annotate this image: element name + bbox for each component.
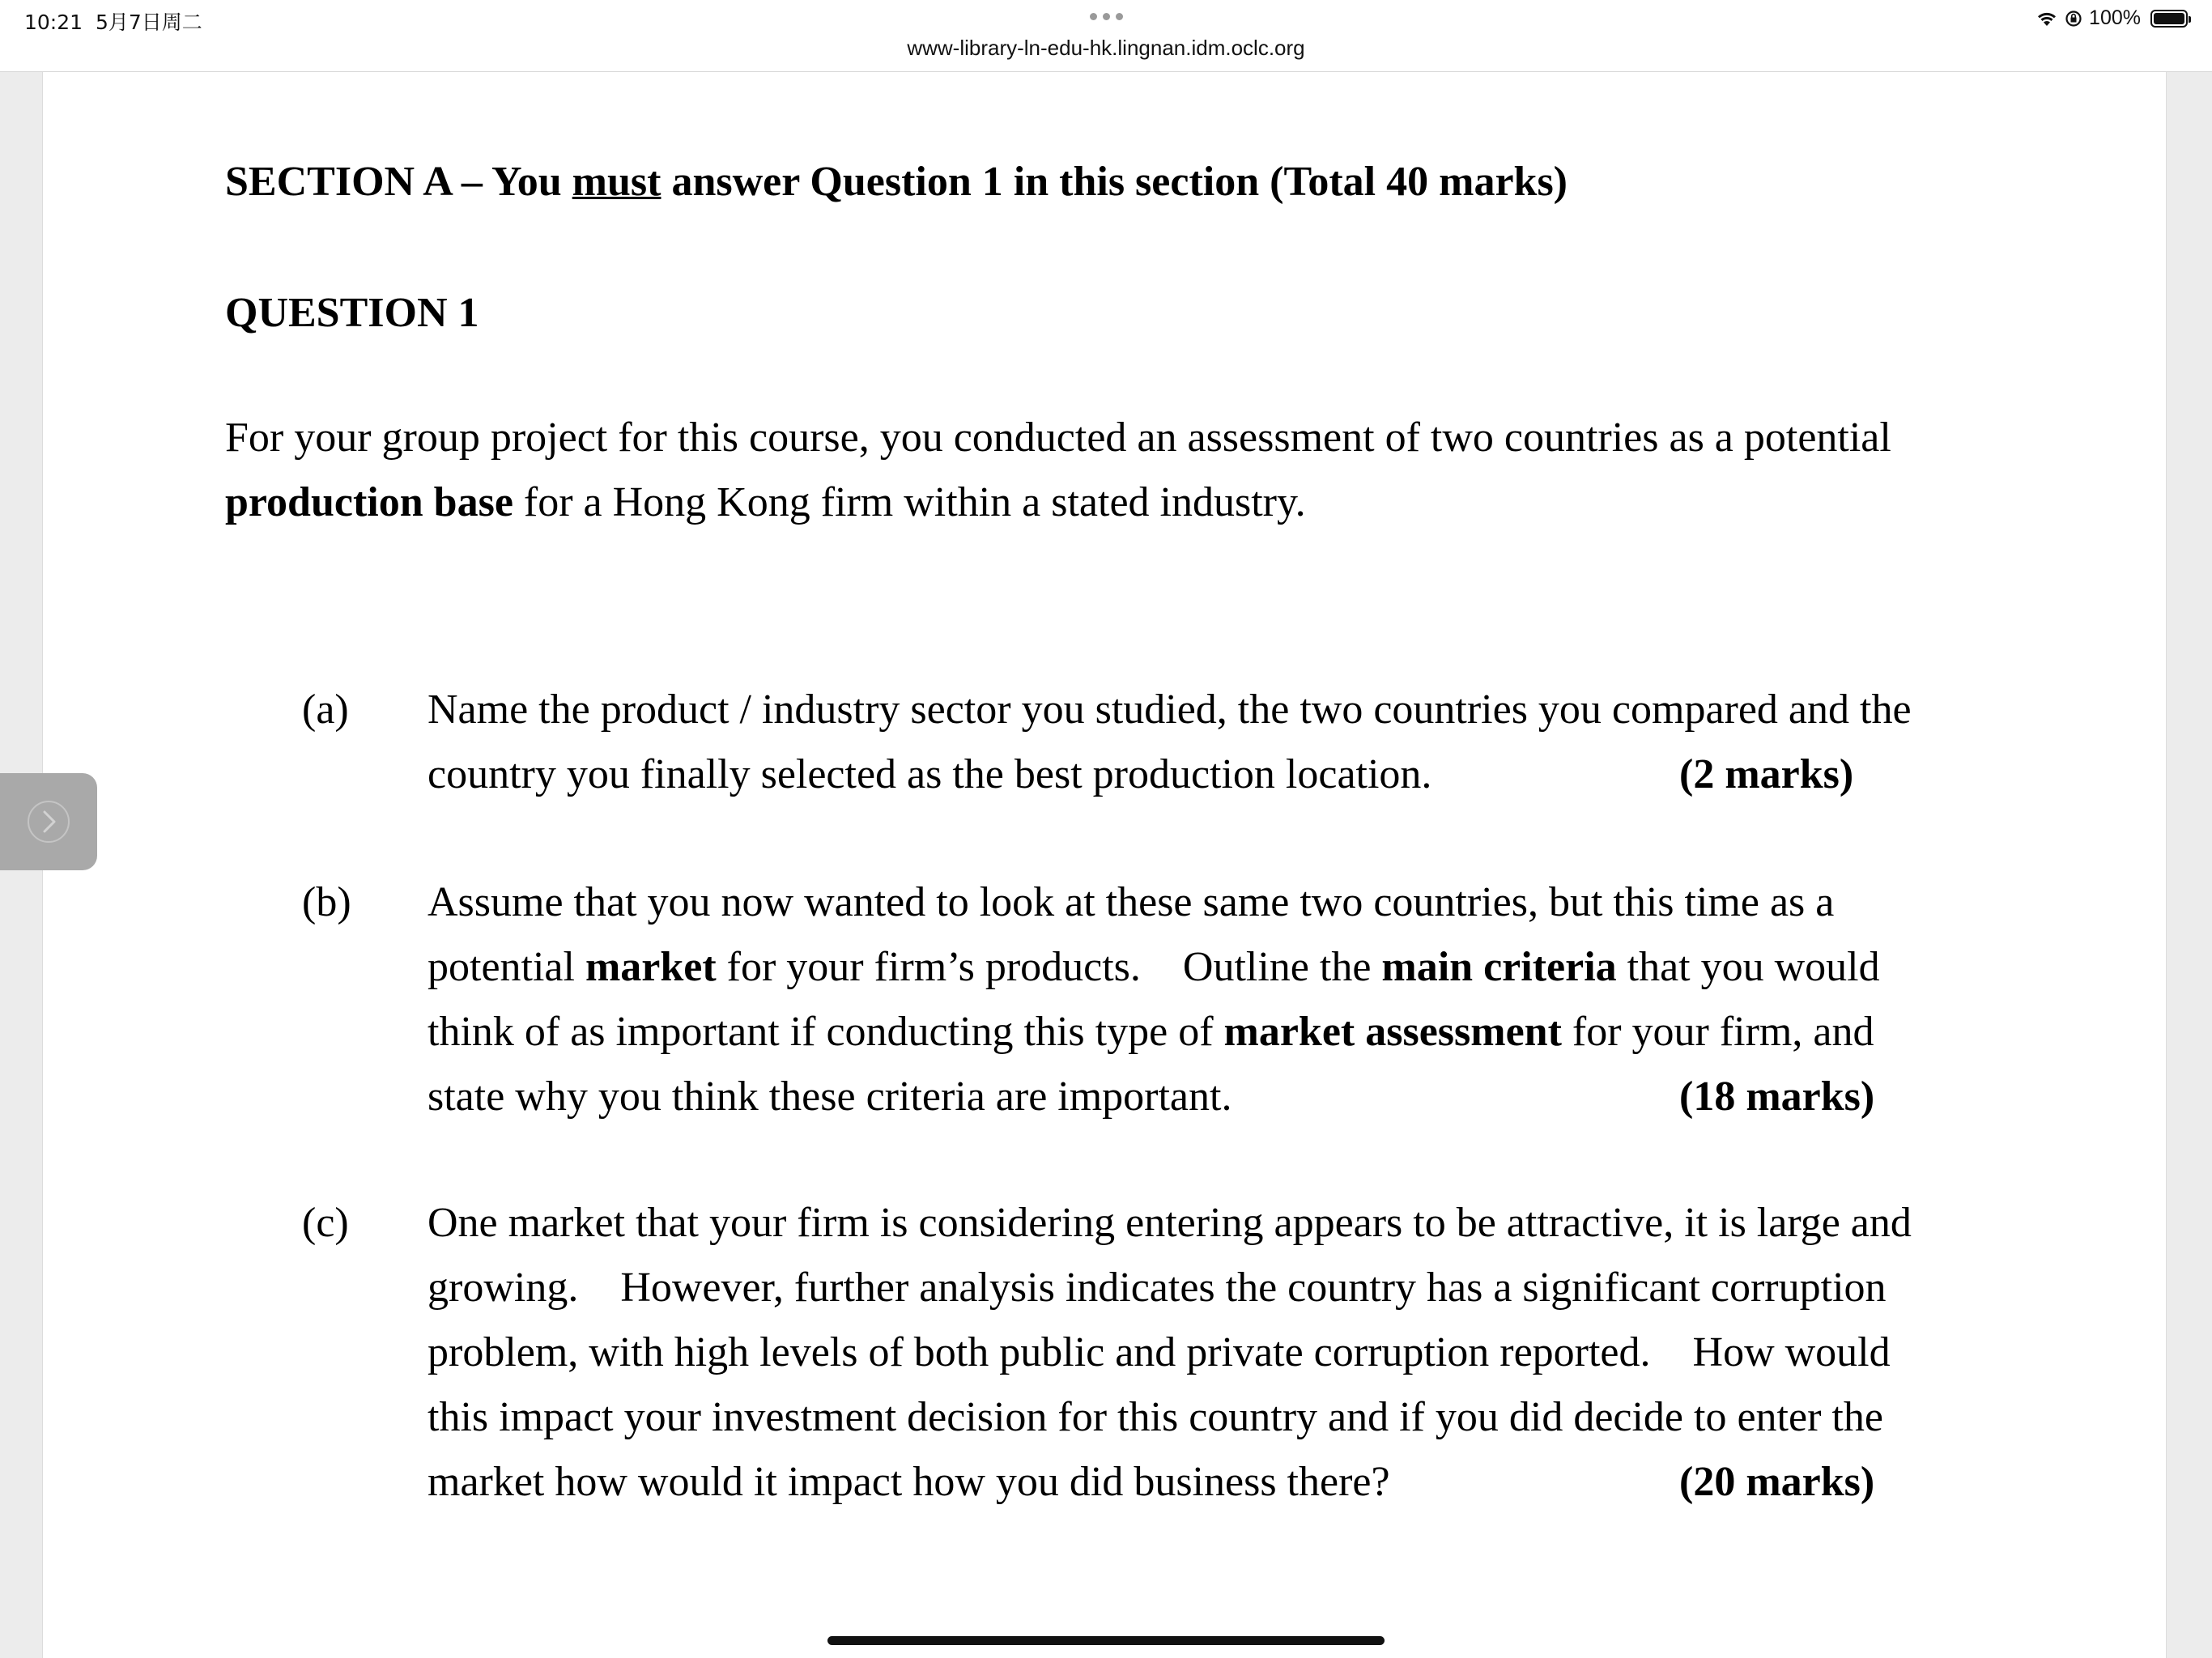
intro-bold-term: production base — [225, 479, 513, 525]
battery-percent: 100% — [2089, 6, 2141, 29]
part-c-text — [428, 1191, 2014, 1515]
battery-icon — [2150, 10, 2188, 28]
part-a-label: (a) — [302, 687, 349, 733]
part-b-text-span: for your firm, and — [1561, 1009, 1874, 1055]
part-c-line: problem, with high levels of both public and private corruption reported. How would — [428, 1329, 1891, 1375]
part-c-line: growing. However, further analysis indicates the country has a significant corruption — [428, 1265, 1887, 1311]
pdf-page — [42, 72, 2167, 1658]
home-indicator[interactable] — [827, 1636, 1385, 1645]
part-b-line — [428, 1065, 2014, 1129]
section-heading-prefix: SECTION A – You — [225, 159, 572, 205]
battery-fill — [2154, 13, 2184, 24]
address-url[interactable]: www-library-ln-edu-hk.lingnan.idm.oclc.org — [907, 36, 1305, 60]
part-a-line-text: country you finally selected as the best production location. — [428, 751, 1432, 797]
part-b-text-span: think of as important if conducting this type of — [428, 1009, 1224, 1055]
part-c-line: this impact your investment decision for this country and if you did decide to enter the — [428, 1394, 1883, 1440]
section-heading-emphasis: must — [572, 159, 661, 205]
part-b-text-span: that you would — [1616, 944, 1880, 990]
question-title: QUESTION 1 — [225, 290, 479, 336]
part-b-line: Assume that you now wanted to look at these same two countries, but this time as a — [428, 879, 1835, 925]
multitasking-dots-icon[interactable] — [1090, 13, 1123, 20]
chevron-right-icon — [26, 799, 71, 844]
status-time: 10:21 — [24, 11, 83, 34]
part-c-marks: (20 marks) — [1679, 1459, 1875, 1505]
status-bar — [0, 0, 2212, 72]
part-b-marks: (18 marks) — [1679, 1073, 1875, 1120]
part-b-line — [428, 935, 2014, 1000]
part-c-line — [428, 1450, 2014, 1515]
part-a-text — [428, 678, 2014, 807]
part-c-line-text: market how would it impact how you did business there? — [428, 1459, 1390, 1505]
part-b-line-text: state why you think these criteria are important. — [428, 1073, 1232, 1120]
part-c-label: (c) — [302, 1200, 349, 1246]
status-indicators — [2035, 6, 2188, 30]
part-a-line — [428, 742, 2014, 807]
part-b-bold-criteria: main criteria — [1381, 944, 1617, 990]
part-b-bold-market: market — [585, 944, 717, 990]
part-b-text — [428, 870, 2014, 1129]
part-b-text-span: for your firm’s products. Outline the — [716, 944, 1382, 990]
section-heading — [225, 158, 1568, 206]
part-a-marks: (2 marks) — [1679, 751, 1854, 797]
part-a-line: Name the product / industry sector you studied, the two countries you compared and the — [428, 687, 1912, 733]
part-b-line — [428, 1000, 2014, 1065]
status-time-date — [24, 6, 202, 36]
part-b-text-span: potential — [428, 944, 585, 990]
part-b-label: (b) — [302, 879, 351, 925]
sidebar-toggle-button[interactable] — [0, 773, 97, 870]
section-heading-suffix: answer Question 1 in this section (Total 40 marks) — [661, 159, 1568, 205]
orientation-lock-icon — [2065, 10, 2082, 28]
intro-line-2-rest: for a Hong Kong firm within a stated industry. — [513, 479, 1306, 525]
question-intro — [225, 406, 2039, 535]
status-date: 5月7日周二 — [95, 11, 202, 34]
part-b-bold-assessment: market assessment — [1223, 1009, 1562, 1055]
wifi-icon — [2035, 10, 2058, 28]
intro-line-2 — [225, 470, 2039, 535]
intro-line-1: For your group project for this course, you conducted an assessment of two countries as a potential — [225, 414, 1891, 461]
part-c-line: One market that your firm is considering entering appears to be attractive, it is large and — [428, 1200, 1912, 1246]
